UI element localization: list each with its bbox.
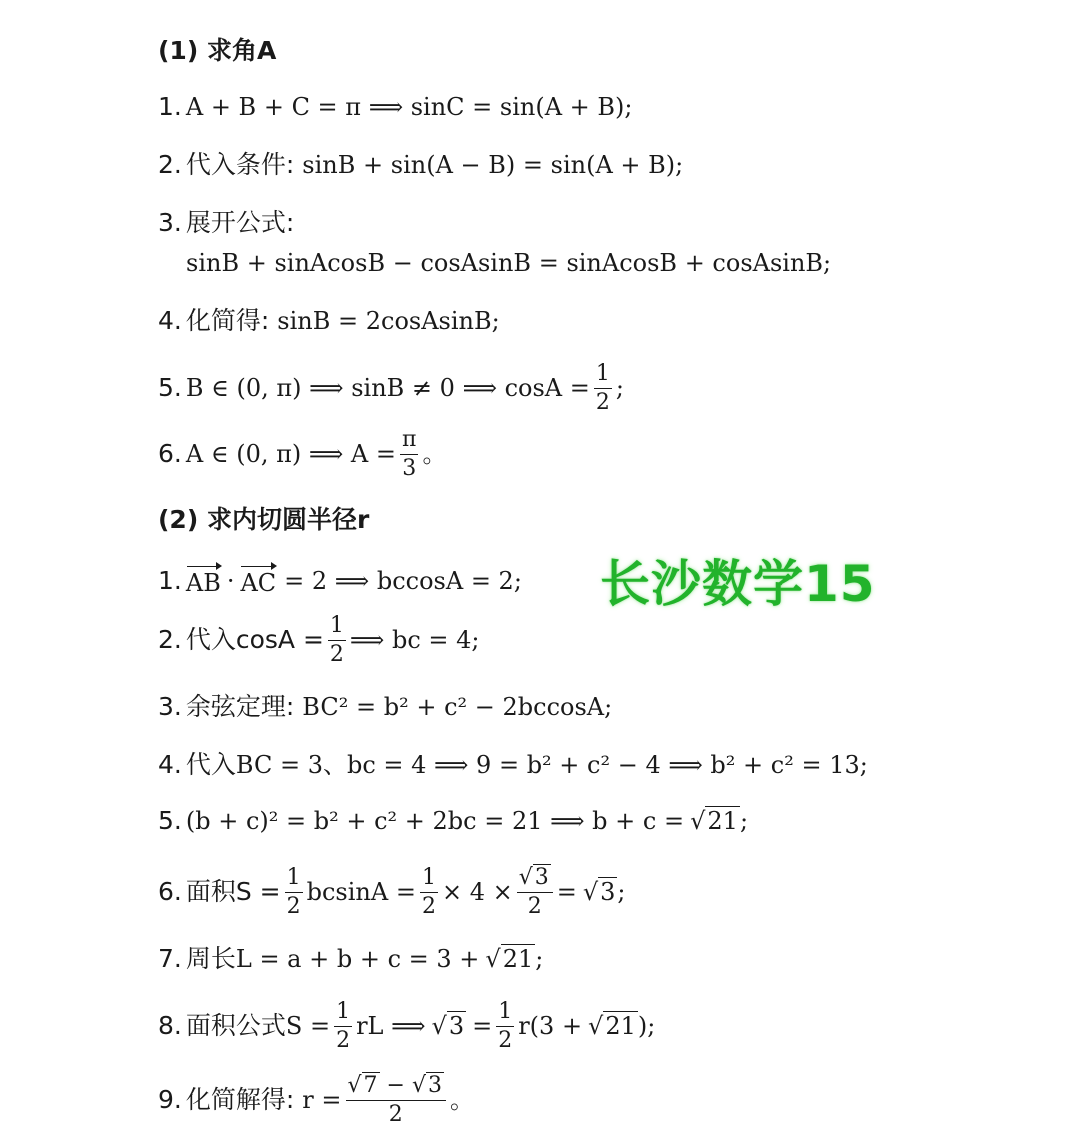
radicand: 21: [605, 1012, 636, 1040]
numerator: 1: [420, 866, 438, 893]
radicand: 21: [502, 945, 534, 973]
part2-heading: (2) 求内切圆半径r: [158, 505, 370, 534]
step-label: 展开公式:: [185, 208, 295, 237]
radicand: 3: [448, 1012, 465, 1040]
fraction: [517, 866, 553, 919]
step-formula: L = a + b + c = 3 +: [235, 945, 480, 973]
numerator: 1: [285, 866, 303, 893]
step-number: 9.: [158, 1085, 182, 1114]
step-end: );: [637, 1012, 656, 1040]
step-number: 4.: [158, 750, 182, 779]
radicand: 7: [363, 1072, 378, 1098]
square-root: √21: [485, 945, 534, 973]
step-number: 5.: [158, 373, 182, 402]
fraction: [496, 1000, 514, 1053]
fraction: [334, 1000, 352, 1053]
step-label: 面积S =: [185, 877, 281, 906]
radicand: 3: [428, 1072, 442, 1098]
step-number: 2.: [158, 625, 182, 654]
part2-step-9: [158, 1070, 474, 1130]
vector-ab: AB: [186, 564, 221, 598]
square-root: √21: [690, 807, 738, 835]
part1-step-4: [158, 306, 500, 336]
denominator: 2: [388, 1101, 403, 1127]
step-end: ;: [535, 945, 544, 973]
part1-step-6: [158, 428, 446, 480]
step-number: 6.: [158, 877, 182, 906]
step-number: 8.: [158, 1011, 182, 1040]
step-formula: =: [556, 878, 577, 906]
minus-sign: −: [386, 1072, 405, 1098]
step-formula: sinB + sinAcosB − cosAsinB = sinAcosB + cosAsinB;: [186, 249, 832, 277]
vector-ac: AC: [240, 564, 276, 598]
square-root: √3: [431, 1012, 465, 1040]
step-formula: S =: [285, 1012, 331, 1040]
step-number: 1.: [158, 566, 182, 595]
part2-step-8: [158, 998, 655, 1054]
numerator: π: [400, 428, 418, 455]
step-formula: (b + c)² = b² + c² + 2bc = 21 ⟹ b + c =: [185, 807, 685, 835]
fraction: [594, 362, 612, 415]
fraction: [420, 866, 438, 919]
part2-step-2: [158, 614, 479, 666]
radicand: 3: [534, 864, 549, 890]
numerator: 1: [334, 1000, 352, 1027]
part1-step-3-formula: [186, 248, 831, 278]
part2-step-4: [158, 750, 868, 780]
part1-step-5: [158, 362, 624, 414]
part1-step-3: [158, 208, 294, 238]
step-formula: ⟹ bc = 4;: [349, 626, 480, 654]
step-formula: bcsinA =: [306, 878, 416, 906]
fraction: [328, 614, 346, 667]
step-formula: BC² = b² + c² − 2bccosA;: [302, 693, 613, 721]
step-formula: BC = 3、bc = 4 ⟹ 9 = b² + c² − 4 ⟹ b² + c² = 13;: [235, 751, 868, 779]
denominator: 2: [498, 1027, 513, 1053]
radicand: 21: [707, 807, 738, 835]
step-formula: =: [472, 1012, 493, 1040]
denominator: 2: [595, 389, 610, 415]
square-root: √3: [582, 878, 616, 906]
step-end: 。: [422, 440, 447, 468]
numerator: √7 − √3: [346, 1074, 446, 1101]
step-label: 面积公式: [185, 1011, 286, 1040]
radicand: 3: [600, 878, 616, 906]
part1-step-1: [158, 92, 633, 122]
step-number: 3.: [158, 692, 182, 721]
step-formula: B ∈ (0, π) ⟹ sinB ≠ 0 ⟹ cosA =: [185, 374, 590, 402]
step-formula: sinB = 2cosAsinB;: [277, 307, 500, 335]
denominator: 3: [402, 455, 417, 481]
step-number: 5.: [158, 806, 182, 835]
step-number: 2.: [158, 150, 182, 179]
part2-step-5: [158, 806, 748, 836]
step-label: 余弦定理:: [185, 692, 295, 721]
step-formula: sinB + sin(A − B) = sin(A + B);: [302, 151, 684, 179]
step-end: ;: [615, 374, 624, 402]
denominator: 2: [336, 1027, 351, 1053]
numerator: √3: [517, 866, 553, 893]
step-number: 1.: [158, 92, 182, 121]
step-end: 。: [450, 1086, 474, 1114]
step-number: 3.: [158, 208, 182, 237]
denominator: 2: [421, 893, 436, 919]
step-label: 代入cosA =: [185, 625, 324, 654]
fraction: [346, 1074, 446, 1127]
step-label: 化简解得:: [185, 1085, 295, 1114]
step-label: 代入条件:: [185, 150, 295, 179]
step-formula: = 2 ⟹ bccosA = 2;: [284, 567, 522, 595]
step-label: 周长: [185, 944, 236, 973]
numerator: 1: [594, 362, 612, 389]
denominator: 2: [527, 893, 542, 919]
denominator: 2: [286, 893, 301, 919]
dot-product: ·: [226, 567, 235, 595]
denominator: 2: [329, 641, 344, 667]
step-formula: × 4 ×: [441, 878, 513, 906]
fraction: [285, 866, 303, 919]
step-formula: rL ⟹: [356, 1012, 426, 1040]
part1-heading: (1) 求角A: [158, 36, 277, 65]
step-end: ;: [739, 807, 749, 835]
step-formula: A ∈ (0, π) ⟹ A =: [185, 440, 396, 468]
step-formula: A + B + C = π ⟹ sinC = sin(A + B);: [185, 93, 633, 121]
part2-step-7: [158, 944, 543, 974]
step-label: 化简得:: [185, 306, 270, 335]
part2-step-3: [158, 692, 612, 722]
part2-step-1: [158, 564, 522, 598]
numerator: 1: [496, 1000, 514, 1027]
step-formula: r(3 +: [518, 1012, 583, 1040]
step-formula: r =: [302, 1086, 342, 1114]
step-number: 4.: [158, 306, 182, 335]
numerator: 1: [328, 614, 346, 641]
square-root: √21: [588, 1012, 636, 1040]
part2-step-6: [158, 864, 626, 920]
watermark-text: 长沙数学15: [600, 555, 876, 613]
step-label: 代入: [185, 750, 236, 779]
step-number: 7.: [158, 944, 182, 973]
step-number: 6.: [158, 439, 182, 468]
step-end: ;: [617, 878, 626, 906]
part1-step-2: [158, 150, 683, 180]
fraction: [400, 428, 418, 481]
